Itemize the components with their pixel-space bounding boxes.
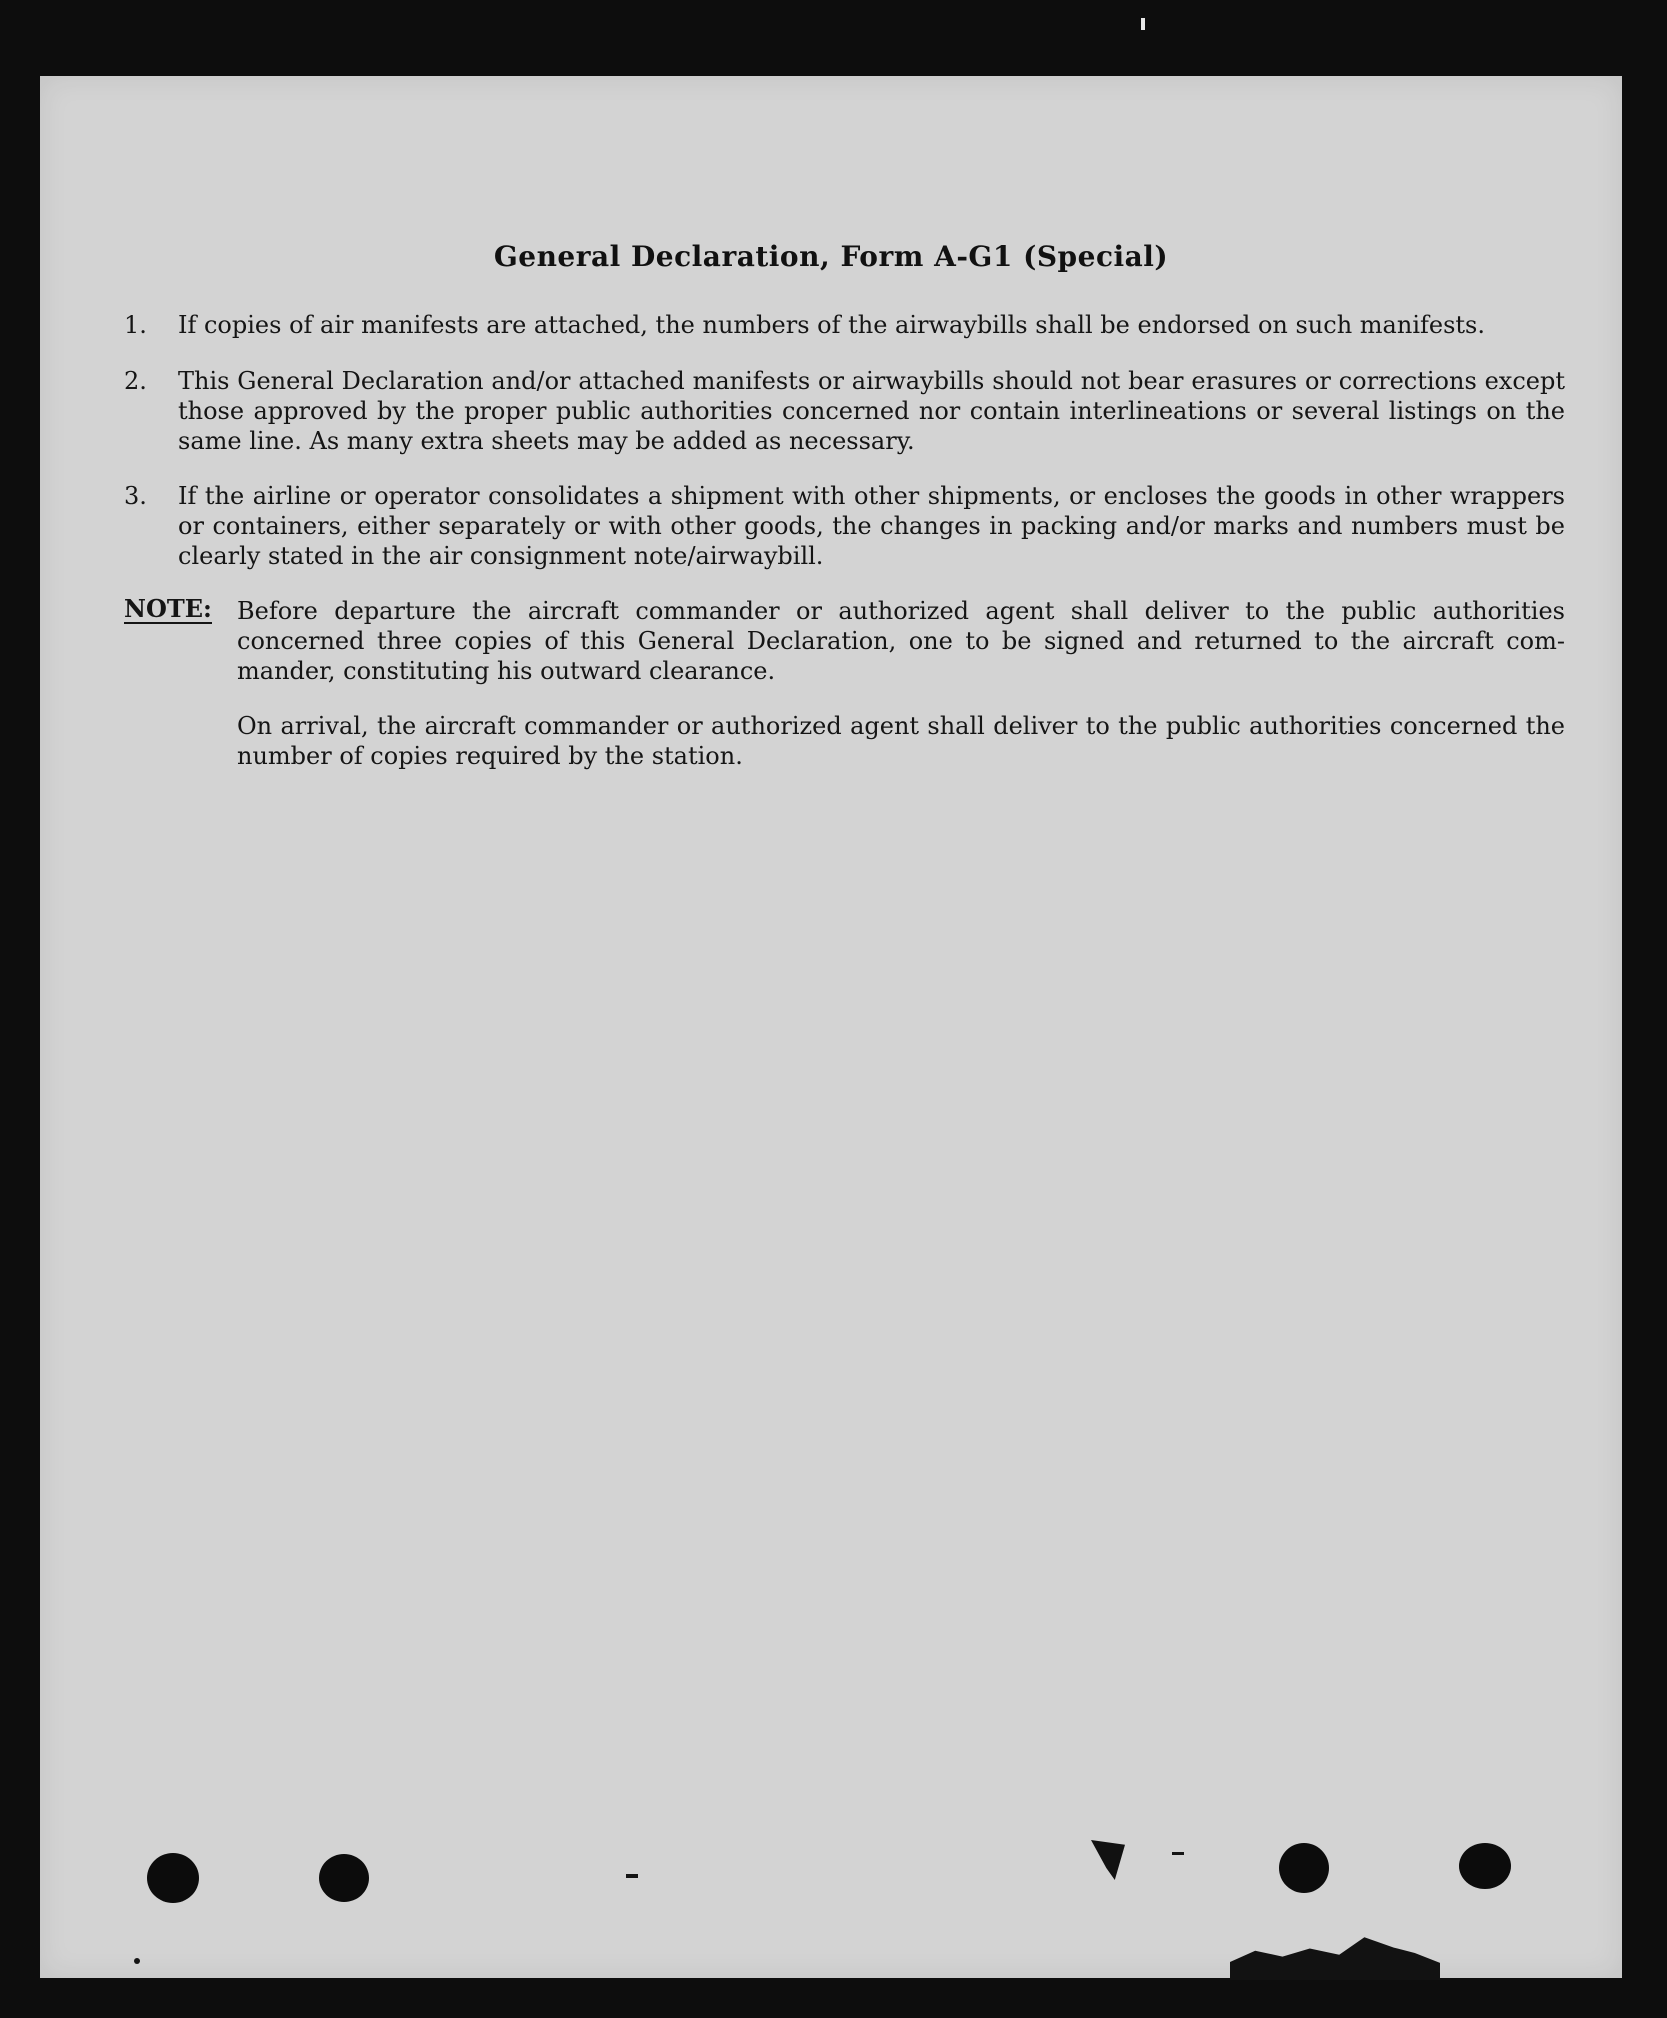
item-number: 1. (124, 311, 147, 339)
instruction-item-2 (124, 366, 1565, 456)
item-text: If copies of air manifests are attached, the numbers of the airwaybills shall be endorsed on such manifests. (178, 311, 1485, 339)
note-section (124, 596, 1565, 771)
note-paragraph-1: Before departure the aircraft commander or authorized agent shall deliver to the public authorities concerned three copies of this General Declaration, one to be signed and returned to the aircraft commander, constituting his outward clearance. (237, 597, 1565, 685)
instruction-item-3 (124, 481, 1565, 571)
item-number: 2. (124, 367, 147, 395)
punch-hole (1459, 1843, 1511, 1889)
speck (134, 1958, 140, 1964)
speck (1141, 18, 1145, 30)
instruction-item-1 (124, 310, 1565, 340)
item-text: If the airline or operator consolidates a shipment with other shipments, or encloses the goods in other wrappers or containers, either separately or with other goods, the changes in packing and/or marks and numbers must be clearly stated in the air consignment note/airwaybill. (178, 482, 1565, 570)
note-label: NOTE: (124, 594, 212, 623)
document-title: General Declaration, Form A-G1 (Special) (493, 240, 1169, 273)
document-page (40, 76, 1622, 1978)
punch-hole (319, 1854, 369, 1902)
item-number: 3. (124, 482, 147, 510)
speck (1172, 1852, 1184, 1855)
speck (626, 1874, 638, 1878)
note-paragraph-2: On arrival, the aircraft commander or authorized agent shall deliver to the public authorities concerned the number of copies required by the station. (237, 712, 1565, 770)
punch-hole (147, 1853, 199, 1903)
item-text: This General Declaration and/or attached manifests or airwaybills should not bear erasures or corrections except those approved by the proper public authorities concerned nor contain interlineations or several listings on the same line. As many extra sheets may be added as necessary. (178, 367, 1565, 455)
punch-hole (1279, 1843, 1329, 1893)
